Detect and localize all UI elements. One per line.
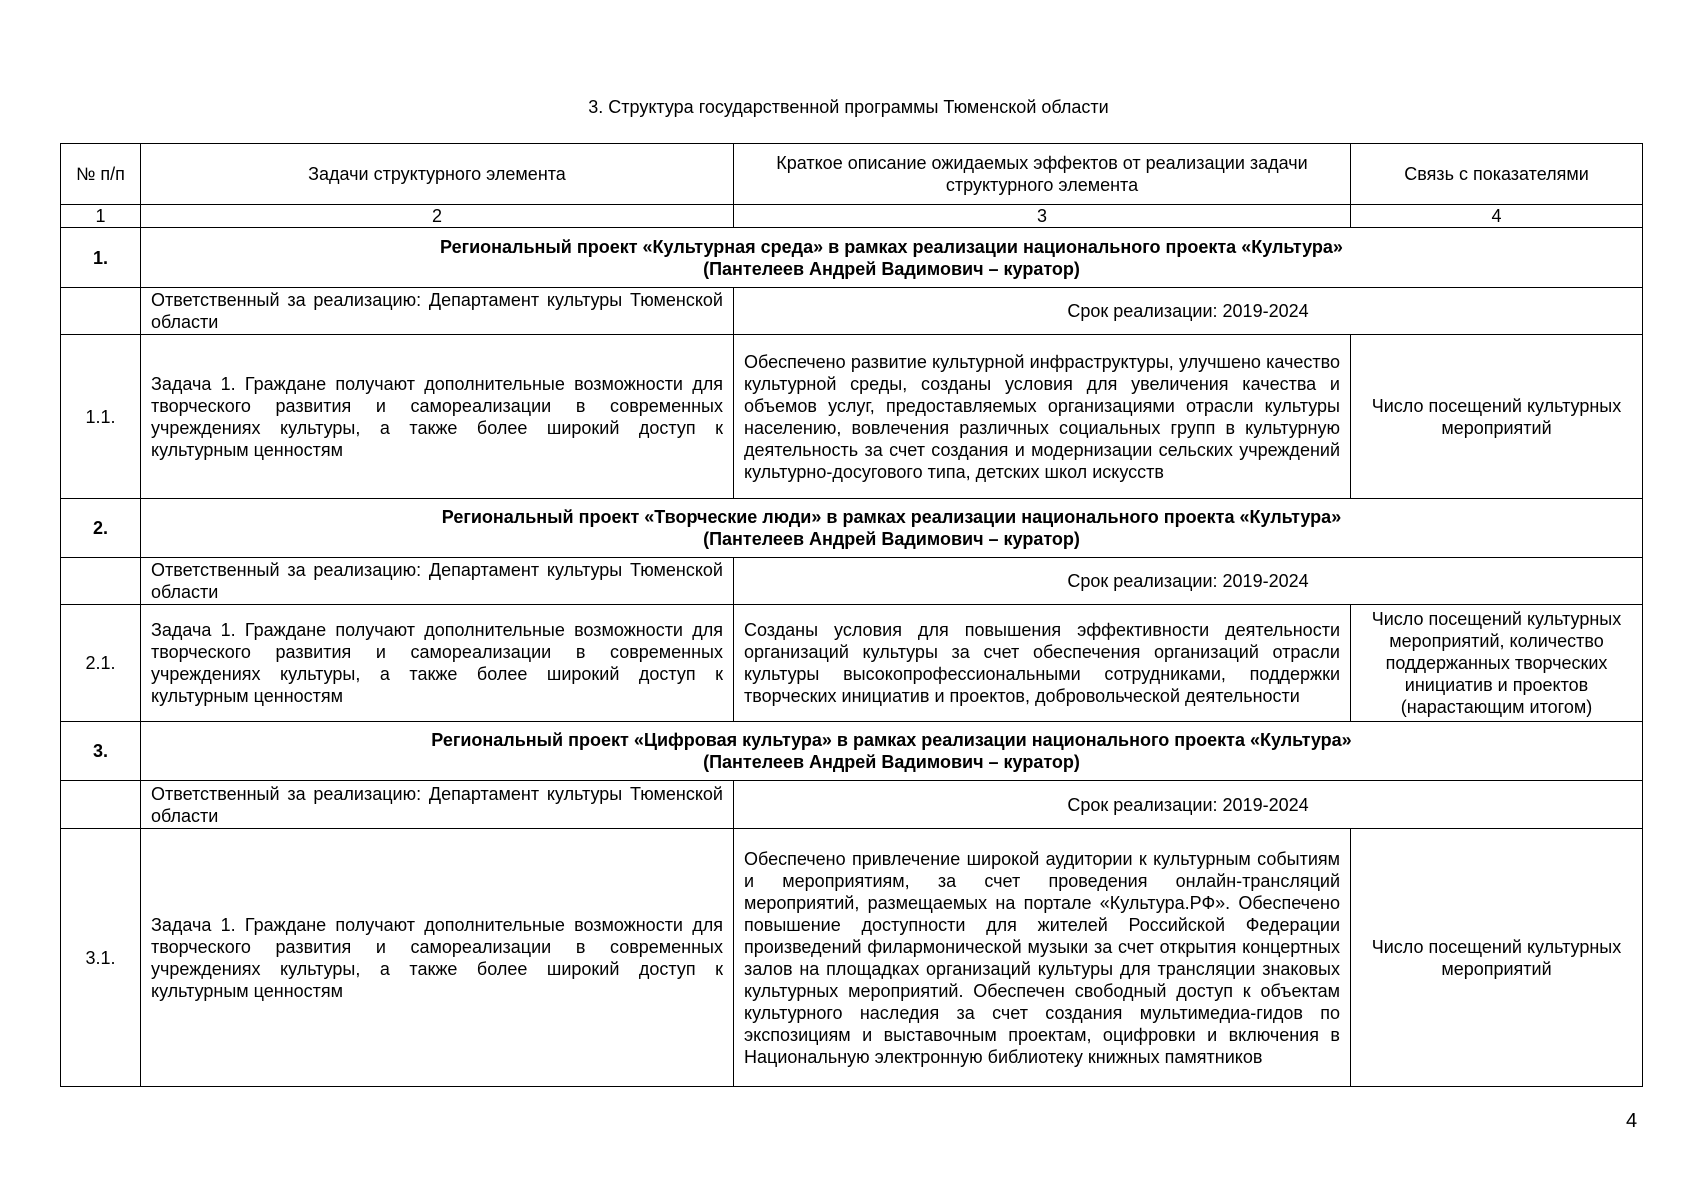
task-number: 3.1. xyxy=(61,829,141,1087)
empty-cell xyxy=(61,781,141,829)
section-number: 2. xyxy=(61,499,141,558)
header-row xyxy=(61,144,1643,205)
responsible-text: Ответственный за реализацию: Департамент культуры Тюменской области xyxy=(141,288,734,335)
term-text: Срок реализации: 2019-2024 xyxy=(734,288,1643,335)
section-header-row xyxy=(61,228,1643,288)
page-number: 4 xyxy=(1626,1110,1638,1132)
section-title xyxy=(141,228,1643,288)
header-indicators: Связь с показателями xyxy=(1351,144,1643,205)
indicator-text: Число посещений культурных мероприятий, количество поддержанных творческих инициатив и проектов (нарастающим итогом) xyxy=(1351,605,1643,722)
responsible-row xyxy=(61,288,1643,335)
numbering-cell: 2 xyxy=(141,205,734,228)
task-number: 2.1. xyxy=(61,605,141,722)
section-number: 3. xyxy=(61,722,141,781)
empty-cell xyxy=(61,288,141,335)
responsible-text: Ответственный за реализацию: Департамент культуры Тюменской области xyxy=(141,558,734,605)
section-title-line2: (Пантелеев Андрей Вадимович – куратор) xyxy=(703,752,1080,772)
task-row xyxy=(61,605,1643,722)
numbering-row xyxy=(61,205,1643,228)
numbering-cell: 4 xyxy=(1351,205,1643,228)
indicator-text: Число посещений культурных мероприятий xyxy=(1351,335,1643,499)
task-number: 1.1. xyxy=(61,335,141,499)
section-number: 1. xyxy=(61,228,141,288)
responsible-row xyxy=(61,781,1643,829)
task-text: Задача 1. Граждане получают дополнительные возможности для творческого развития и самореализации в современных учреждениях культуры, а также более широкий доступ к культурным ценностям xyxy=(141,335,734,499)
task-row xyxy=(61,335,1643,499)
section-title-line1: Региональный проект «Культурная среда» в рамках реализации национального проекта «Культура» xyxy=(440,236,1343,257)
section-header-row xyxy=(61,499,1643,558)
empty-cell xyxy=(61,558,141,605)
responsible-row xyxy=(61,558,1643,605)
section-header-row xyxy=(61,722,1643,781)
header-tasks: Задачи структурного элемента xyxy=(141,144,734,205)
numbering-cell: 3 xyxy=(734,205,1351,228)
section-title xyxy=(141,499,1643,558)
program-structure-table xyxy=(60,143,1643,1087)
task-text: Задача 1. Граждане получают дополнительные возможности для творческого развития и самореализации в современных учреждениях культуры, а также более широкий доступ к культурным ценностям xyxy=(141,829,734,1087)
term-text: Срок реализации: 2019-2024 xyxy=(734,781,1643,829)
document-title: 3. Структура государственной программы Тюменской области xyxy=(588,97,1109,117)
effect-text: Обеспечено привлечение широкой аудитории к культурным событиям и мероприятиям, за счет проведения онлайн-трансляций мероприятий, размещаемых на портале «Культура.РФ». Обеспечено повышение доступности для жителей Российской Федерации произведений филармонической музыки за счет открытия концертных залов на площадках организаций культуры для трансляции знаковых культурных мероприятий. Обеспечен свободный доступ к объектам культурного наследия за счет создания мультимедиа-гидов по экспозициям и выставочным проектам, оцифровки и включения в Национальную электронную библиотеку книжных памятников xyxy=(734,829,1351,1087)
responsible-text: Ответственный за реализацию: Департамент культуры Тюменской области xyxy=(141,781,734,829)
header-num: № п/п xyxy=(61,144,141,205)
header-effects: Краткое описание ожидаемых эффектов от реализации задачи структурного элемента xyxy=(734,144,1351,205)
section-title xyxy=(141,722,1643,781)
section-title-line2: (Пантелеев Андрей Вадимович – куратор) xyxy=(703,258,1080,279)
effect-text: Обеспечено развитие культурной инфраструктуры, улучшено качество культурной среды, созданы условия для увеличения качества и объемов услуг, предоставляемых организациями отрасли культуры населению, вовлечения различных социальных групп в культурную деятельность за счет создания и модернизации сельских учреждений культурно-досугового типа, детских школ искусств xyxy=(734,335,1351,499)
effect-text: Созданы условия для повышения эффективности деятельности организаций культуры за счет обеспечения организаций отрасли культуры высокопрофессиональными сотрудниками, поддержки творческих инициатив и проектов, добровольческой деятельности xyxy=(734,605,1351,722)
task-row xyxy=(61,829,1643,1087)
task-text: Задача 1. Граждане получают дополнительные возможности для творческого развития и самореализации в современных учреждениях культуры, а также более широкий доступ к культурным ценностям xyxy=(141,605,734,722)
section-title-line1: Региональный проект «Творческие люди» в рамках реализации национального проекта «Культура» xyxy=(441,507,1342,527)
indicator-text: Число посещений культурных мероприятий xyxy=(1351,829,1643,1087)
section-title-line1: Региональный проект «Цифровая культура» в рамках реализации национального проекта «Культура» xyxy=(431,730,1352,750)
term-text: Срок реализации: 2019-2024 xyxy=(734,558,1643,605)
section-title-line2: (Пантелеев Андрей Вадимович – куратор) xyxy=(703,529,1080,549)
numbering-cell: 1 xyxy=(61,205,141,228)
